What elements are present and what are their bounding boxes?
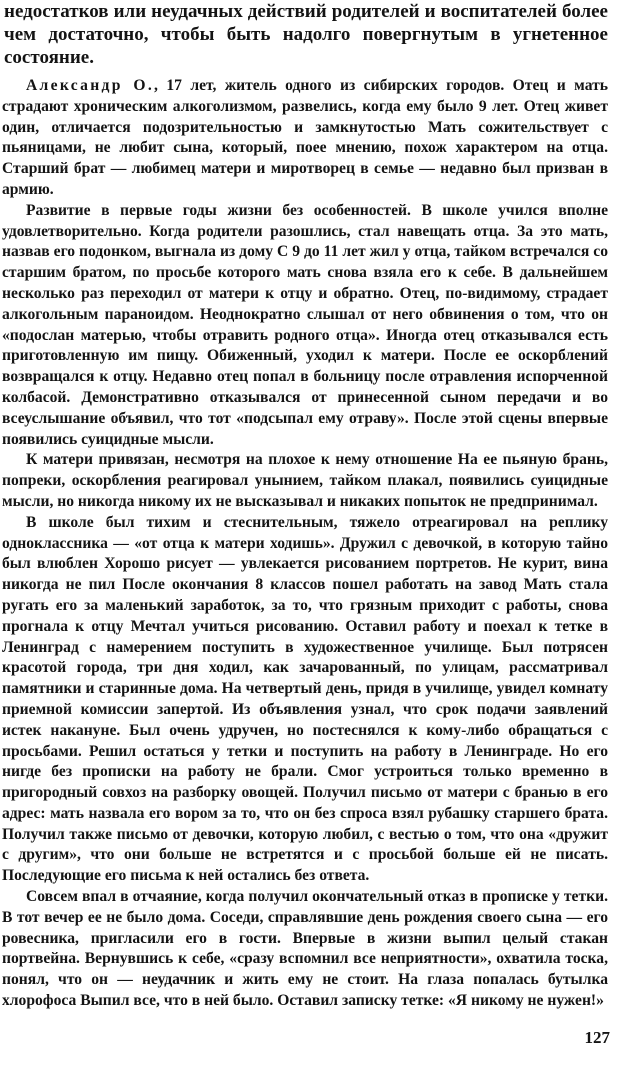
lead-fragment: недостатков или неудачных действий родителей и воспитателей более чем достаточно, чтобы быть надолго повергнутым в угнетенное состояние. xyxy=(4,1,608,68)
development-paragraph: Развитие в первые годы жизни без особенностей. В школе учился вполне удовлетворительно. Когда родители разошлись, стал навещать отца. За это мать, назвав его подонком, выгнала из дому С 9 до 11 лет жил у отца, тайком встречался со старшим братом, по просьбе которого мать снова взяла его к себе. В дальнейшем несколько раз переходил от матери к отцу и обратно. Отец, по-видимому, страдает алкогольным параноидом. Неоднократно слышал от него обвинения о том, что он «подослан матерью, чтобы отравить родного отца». Иногда отец отказывался есть приготовленную им пищу. Обиженный, уходил к матери. После ее оскорблений возвращался к отцу. Недавно отец попал в больницу после отравления испорченной колбасой. Демонстративно отказывался от принесенной сыном передачи и во всеуслышание объявил, что тот «подсыпал ему отраву». После этой сцены впервые появились суицидные мысли. xyxy=(2,201,608,448)
school-paragraph: В школе был тихим и стеснительным, тяжело отреагировал на реплику одноклассника — «от отца к матери ходишь». Дружил с девочкой, в которую тайно был влюблен Хорошо рисует — увлекается рисованием портретов. Не курит, вина никогда не пил После окончания 8 классов пошел работать на завод Мать стала ругать его за маленький заработок, за то, что грязным приходит с работы, снова прогнала к отцу Мечтал учиться рисованию. Оставил работу и поехал к тетке в Ленинград с намерением поступить в художественное училище. Был потрясен красотой города, три дня ходил, как зачарованный, по улицам, рассматривал памятники и старинные дома. На четвертый день, придя в училище, увидел комнату приемной комиссии запертой. Из объявления узнал, что срок подачи заявлений истек накануне. Был очень удручен, но постеснялся к кому-либо обращаться с просьбами. Решил остаться у тетки и поступить на работу в Ленинграде. Но его нигде без прописки на работу не брали. Смог устроиться только временно в пригородный совхоз на разборку овощей. Получил письмо от матери с бранью в его адрес: мать назвала его вором за то, что он без спроса взял рубашку старшего брата. Получил также письмо от девочки, которую любил, с вестью о том, что она «дружит с другим», что они больше не встретятся и с просьбой больше ей не писать. Последующие его письма к ней остались без ответа. xyxy=(2,513,608,885)
despair-paragraph: Совсем впал в отчаяние, когда получил окончательный отказ в прописке у тетки. В тот вечер ее не было дома. Соседи, справлявшие день рождения своего сына — его ровесника, пригласили его в гости. Впервые в жизни выпил целый стакан портвейна. Вернувшись к себе, «сразу вспомнил все неприятности», охватила тоска, понял, что он — неудачник и жить ему не стоит. На глаза попалась бутылка хлорофоса Выпил все, что в ней было. Оставил записку тетке: «Я никому не нужен!» xyxy=(2,888,608,1010)
case-paragraph-text: , 17 лет, житель одного из сибирских городов. Отец и мать страдают хроническим алкоголизмом, развелись, когда ему было 9 лет. Отец живет один, отличается подозрительностью и замкнутостью Мать сожительствует с пьяницами, не любит сына, который, поее мнению, похож характером на отца. Старший брат — любимец матери и миротворец в семье — недавно был призван в армию. xyxy=(2,77,608,198)
case-paragraph xyxy=(0,76,608,201)
page-number: 127 xyxy=(584,1028,610,1047)
case-name: Александр О. xyxy=(26,77,155,94)
mother-paragraph: К матери привязан, несмотря на плохое к нему отношение На ее пьяную брань, попреки, оскорбления реагировал унынием, тайком плакал, появились суицидные мысли, но никогда никому их не высказывал и никаких попыток не предпринимал. xyxy=(2,451,608,510)
